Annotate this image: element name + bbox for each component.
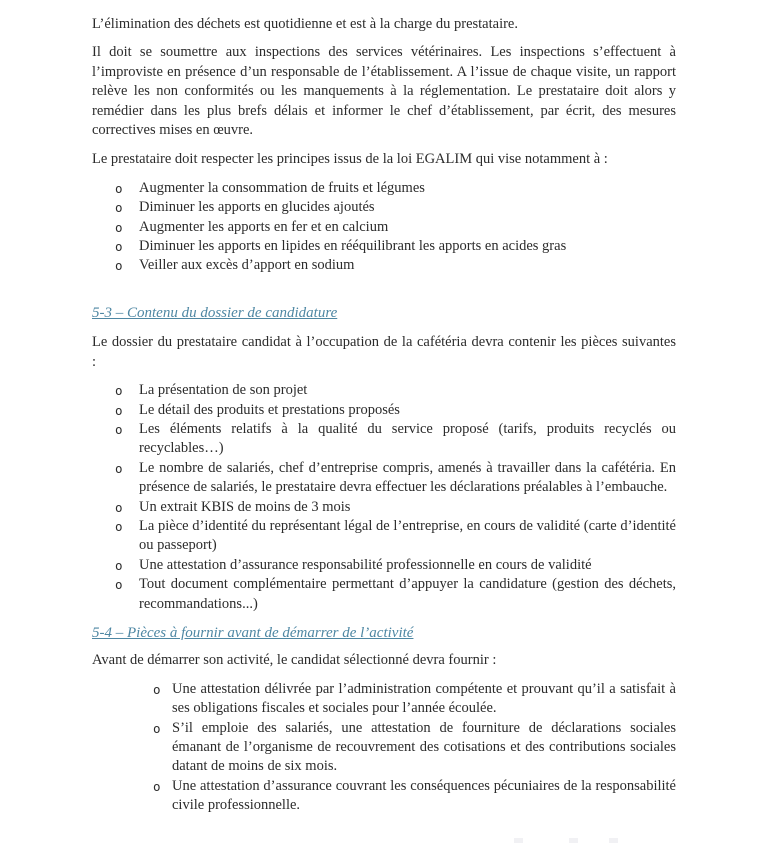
list-item-text: Diminuer les apports en glucides ajoutés [139,199,375,216]
list-item-text: Les éléments relatifs à la qualité du service proposé (tarifs, produits recyclés ou recyclables…) [139,420,676,457]
dossier-intro-colon: : [92,353,97,370]
list-item-text: Une attestation d’assurance responsabilité professionnelle en cours de validité [139,556,592,573]
bullet-icon: o [115,557,123,573]
list-item [92,237,676,256]
list-item [92,719,676,777]
bullet-icon: o [115,518,123,534]
list-item-text: S’il emploie des salariés, une attestation de fourniture de déclarations sociales émanant de l’organisme de recouvrement des cotisations et des contributions sociales datant de moins de six mois. [172,719,676,775]
list-item [92,401,676,420]
bullet-icon: o [115,239,123,255]
list-item [92,218,676,237]
list-item [92,777,676,816]
cropped-next-line-artifacts [0,838,768,844]
list-item-text: La pièce d’identité du représentant légal de l’entreprise, en cours de validité (carte d’identité ou passeport) [139,517,676,554]
bullet-icon: o [115,460,123,476]
list-item [92,556,676,575]
list-item-text: Le nombre de salariés, chef d’entreprise compris, amenés à travailler dans la cafétéria. En présence de salariés, le prestataire devra effectuer les déclarations préalables à l’embauche. [139,459,676,496]
list-item-text: Une attestation délivrée par l’administration compétente et prouvant qu’il a satisfait à ses obligations fiscales et sociales pour l’année écoulée. [172,680,676,717]
list-item-text: Diminuer les apports en lipides en rééquilibrant les apports en acides gras [139,238,567,255]
bullet-icon: o [153,778,161,794]
cropped-text-fragment [569,838,578,843]
dossier-bullet-list [92,381,676,614]
section-heading-5-3: 5-3 – Contenu du dossier de candidature [92,304,338,321]
bullet-icon: o [115,402,123,418]
list-item-text: La présentation de son projet [139,382,308,399]
list-item [92,179,676,198]
bullet-icon: o [115,180,123,196]
bullet-icon: o [115,219,123,235]
egalim-intro-paragraph: Le prestataire doit respecter les principes issus de la loi EGALIM qui vise notamment à : [92,151,608,168]
list-item-text: Un extrait KBIS de moins de 3 mois [139,498,351,515]
bullet-icon: o [153,681,161,697]
prestart-intro-paragraph: Avant de démarrer son activité, le candidat sélectionné devra fournir : [92,652,497,669]
bullet-icon: o [115,421,123,437]
cropped-text-fragment [514,838,523,843]
bullet-icon: o [115,258,123,274]
bullet-icon: o [115,499,123,515]
inspections-paragraph: Il doit se soumettre aux inspections des services vétérinaires. Les inspections s’effectuent à l’improviste en présence d’un responsable de l’établissement. A l’issue de chaque visite, un rapport relève les non conformités ou les manquements à la réglementation. Le prestataire doit alors y remédier dans les plus brefs délais et informer le chef d’établissement, par écrit, des mesures correctives mises en œuvre. [92,44,676,139]
list-item [92,381,676,400]
bullet-icon: o [115,577,123,593]
prestart-bullet-list [92,680,676,816]
list-item [92,459,676,498]
list-item-text: Tout document complémentaire permettant d’appuyer la candidature (gestion des déchets, recommandations...) [139,576,676,612]
list-item [92,198,676,217]
list-item-text: Veiller aux excès d’apport en sodium [139,257,355,274]
bullet-icon: o [115,383,123,399]
egalim-bullet-list [92,179,676,276]
list-item-text: Une attestation d’assurance couvrant les conséquences pécuniaires de la responsabilité civile professionnelle. [172,777,676,814]
list-item [92,420,676,459]
section-heading-5-4: 5-4 – Pièces à fournir avant de démarrer de l’activité [92,624,414,641]
list-item [92,517,676,556]
cropped-text-fragment [609,838,618,843]
list-item-text: Le détail des produits et prestations proposés [139,401,400,418]
list-item [92,256,676,275]
bullet-icon: o [153,720,161,736]
list-item [92,498,676,517]
list-item [92,575,676,614]
list-item-text: Augmenter la consommation de fruits et légumes [139,179,425,196]
intro-waste-paragraph: L’élimination des déchets est quotidienne et est à la charge du prestataire. [92,16,518,32]
dossier-intro-paragraph [92,333,676,372]
dossier-intro-line1: Le dossier du prestataire candidat à l’occupation de la cafétéria devra contenir les pièces suivantes [92,334,676,351]
list-item [92,680,676,719]
list-item-text: Augmenter les apports en fer et en calcium [139,218,389,235]
bullet-icon: o [115,200,123,216]
